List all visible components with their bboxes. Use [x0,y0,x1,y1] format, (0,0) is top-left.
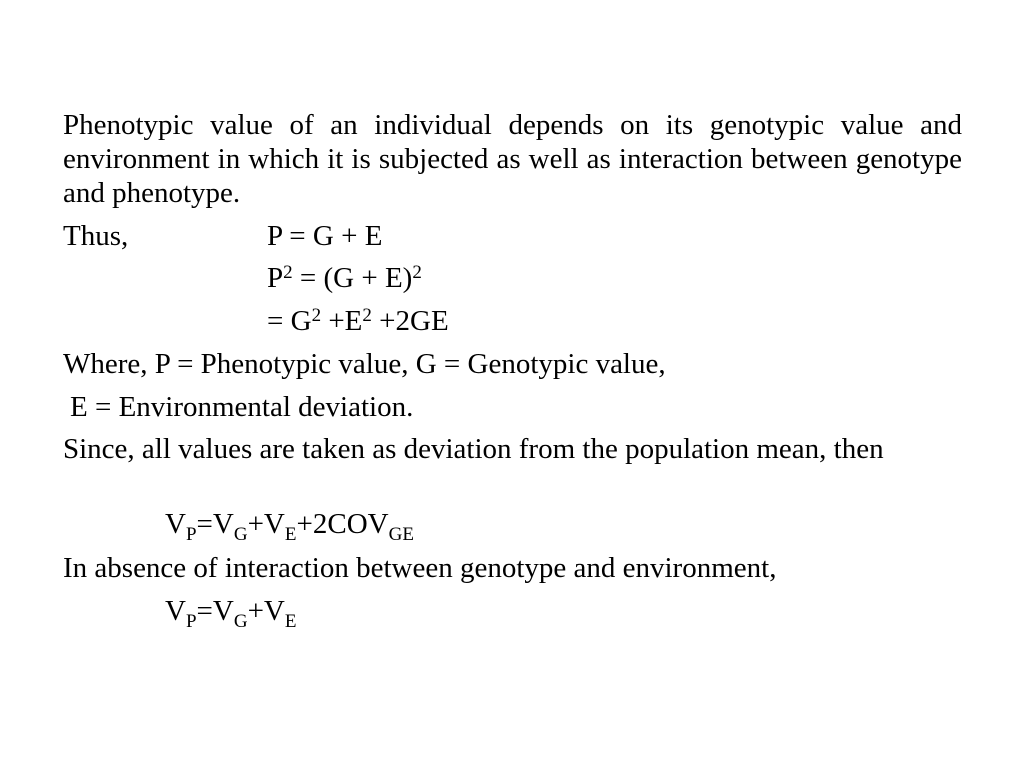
absence-line: In absence of interaction between genotype and environment, [63,552,777,584]
deviation-paragraph: Since, all values are taken as deviation from the population mean, then [63,433,884,465]
eq5-v3: +V [247,595,285,627]
eq4-v2: =V [196,508,234,540]
eq4-sub-e: E [284,524,297,545]
eq2-sup2: 2 [412,262,422,283]
variance-equation-simple [165,594,297,632]
variance-equation-full [165,507,414,545]
eq4-sub-p: P [185,524,197,545]
eq5-v1: V [165,595,186,627]
eq2-mid: = (G + E) [292,262,413,294]
eq3-sup2: 2 [362,305,372,326]
equation-expanded [267,304,449,338]
thus-label: Thus, [63,220,129,252]
equation-p-squared [267,261,422,295]
e-definition-line: E = Environmental deviation. [70,391,414,423]
eq3-mid: +E [321,305,363,337]
eq2-p: P [267,262,284,294]
eq4-v4: +2COV [296,508,389,540]
eq4-sub-g: G [233,524,248,545]
intro-paragraph: Phenotypic value of an individual depends on its genotypic value and environment in which it is subjected as well as interaction between genotype and phenotype. [63,109,962,209]
eq4-v1: V [165,508,186,540]
eq5-sub-e: E [284,611,297,632]
eq5-v2: =V [196,595,234,627]
eq4-v3: +V [247,508,285,540]
eq3-end: +2GE [371,305,449,337]
eq3-sup1: 2 [311,305,322,326]
eq2-sup1: 2 [283,262,293,283]
eq5-sub-p: P [185,611,197,632]
where-definition-line: Where, P = Phenotypic value, G = Genotypic value, [63,348,666,380]
eq5-sub-g: G [233,611,248,632]
eq3-start: = G [267,305,312,337]
equation-p-equals-g-plus-e: P = G + E [267,220,383,252]
eq4-sub-ge: GE [388,524,414,545]
